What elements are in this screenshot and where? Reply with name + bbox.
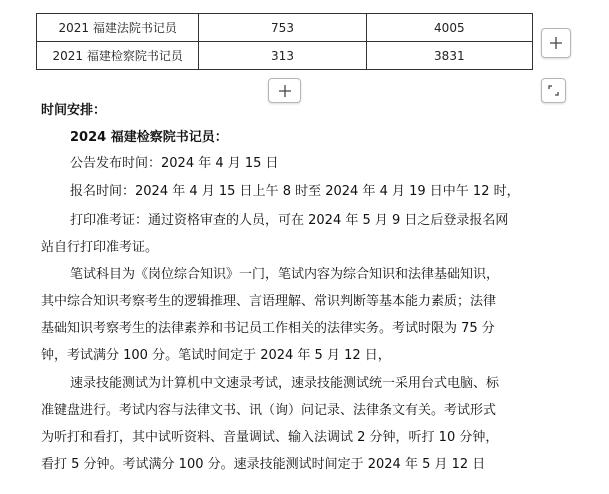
- data-table: [36, 13, 533, 70]
- table-row: [37, 14, 533, 42]
- table-cell-value[interactable]: 753: [199, 14, 366, 42]
- plus-icon: [549, 36, 563, 50]
- table-cell-name[interactable]: 2021 福建法院书记员: [37, 14, 199, 42]
- resize-corner-icon: [547, 84, 560, 97]
- table-cell-value[interactable]: 4005: [366, 14, 532, 42]
- table-cell-name[interactable]: 2021 福建检察院书记员: [37, 42, 199, 70]
- paragraph-typing-line-4: 看打 5 分钟。考试满分 100 分。速录技能测试时间定于 2024 年 5 月 12 日: [41, 457, 486, 472]
- add-column-button[interactable]: [541, 28, 571, 58]
- paragraph-announcement: 公告发布时间：2024 年 4 月 15 日: [70, 156, 279, 171]
- add-row-button[interactable]: [268, 78, 301, 103]
- paragraph-typing-line-1: 速录技能测试为计算机中文速录考试，速录技能测试统一采用台式电脑、标: [70, 376, 500, 391]
- paragraph-typing-line-3: 为听打和看打，其中试听资料、音量调试、输入法调试 2 分钟，听打 10 分钟，: [41, 430, 499, 445]
- paragraph-admission-line-1: 打印准考证：通过资格审查的人员，可在 2024 年 5 月 9 日之后登录报名网: [70, 213, 509, 228]
- paragraph-exam-line-2: 其中综合知识考察考生的逻辑推理、言语理解、常识判断等基本能力素质；法律: [41, 294, 497, 309]
- section-subheading: 2024 福建检察院书记员：: [70, 130, 228, 145]
- paragraph-registration: 报名时间：2024 年 4 月 15 日上午 8 时至 2024 年 4 月 19 日中午 12 时，: [70, 184, 520, 199]
- paragraph-exam-line-1: 笔试科目为《岗位综合知识》一门，笔试内容为综合知识和法律基础知识，: [70, 267, 500, 282]
- table-cell-value[interactable]: 313: [199, 42, 366, 70]
- paragraph-typing-line-2: 准键盘进行。考试内容与法律文书、讯（询）问记录、法律条文有关。考试形式: [41, 403, 497, 418]
- table-row: [37, 42, 533, 70]
- section-heading: 时间安排：: [41, 103, 107, 118]
- paragraph-exam-line-4: 钟，考试满分 100 分。笔试时间定于 2024 年 5 月 12 日，: [41, 348, 391, 363]
- table-cell-value[interactable]: 3831: [366, 42, 532, 70]
- paragraph-exam-line-3: 基础知识考察考生的法律素养和书记员工作相关的法律实务。考试时限为 75 分: [41, 321, 495, 336]
- plus-icon: [278, 84, 292, 98]
- paragraph-admission-line-2: 站自行打印准考证。: [41, 240, 159, 255]
- table-resize-handle[interactable]: [541, 78, 566, 103]
